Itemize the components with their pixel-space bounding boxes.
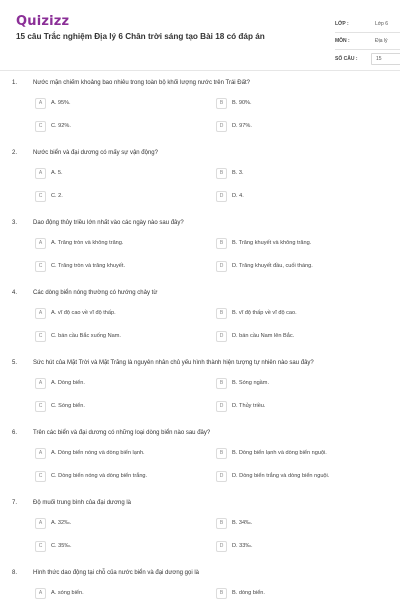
option-letter: C [35, 541, 46, 552]
question-number: 2. [12, 150, 18, 156]
question-number: 4. [12, 290, 18, 296]
option-text: D. Thủy triều. [232, 403, 266, 409]
option-text: A. 5. [51, 170, 63, 176]
question-number: 8. [12, 570, 18, 576]
quizizz-logo: Quizizz [16, 14, 70, 29]
question-text: Nước biển và đại dương có mấy sự vận động? [33, 150, 158, 156]
meta-value: Địa lý [375, 38, 388, 44]
option-text: A. 95%. [51, 100, 71, 106]
option-letter: D [216, 541, 227, 552]
option-letter: A [35, 238, 46, 249]
question-number: 6. [12, 430, 18, 436]
option-text: D. 33‰. [232, 543, 253, 549]
meta-label: MÔN : [335, 38, 350, 44]
option-a[interactable] [35, 168, 200, 180]
option-b[interactable] [216, 168, 381, 180]
option-a[interactable] [35, 98, 200, 110]
option-letter: C [35, 471, 46, 482]
option-text: C. 92%. [51, 123, 71, 129]
question-item [0, 78, 400, 148]
meta-value: Lớp 6 [375, 21, 389, 27]
option-letter: D [216, 191, 227, 202]
meta-row-class [335, 16, 400, 33]
question-number: 3. [12, 220, 18, 226]
option-text: A. Dòng biển nóng và dòng biển lạnh. [51, 450, 145, 456]
question-item [0, 218, 400, 288]
option-a[interactable] [35, 378, 200, 390]
option-c[interactable] [35, 541, 200, 553]
option-text: A. Trăng tròn và không trăng. [51, 240, 124, 246]
page-title: 15 câu Trắc nghiệm Địa lý 6 Chân trời sáng tạo Bài 18 có đáp án [16, 32, 265, 41]
option-text: B. 3. [232, 170, 244, 176]
question-number: 7. [12, 500, 18, 506]
option-text: B. dòng biển. [232, 590, 265, 596]
option-letter: D [216, 331, 227, 342]
option-text: B. Trăng khuyết và không trăng. [232, 240, 312, 246]
option-c[interactable] [35, 121, 200, 133]
option-c[interactable] [35, 331, 200, 343]
option-letter: C [35, 261, 46, 272]
option-letter: A [35, 518, 46, 529]
question-number: 1. [12, 80, 18, 86]
option-letter: D [216, 121, 227, 132]
question-item [0, 568, 400, 600]
option-a[interactable] [35, 238, 200, 250]
option-c[interactable] [35, 401, 200, 413]
meta-row-count [335, 50, 400, 67]
option-text: D. Dòng biển trắng và dòng biển nguội. [232, 473, 330, 479]
option-letter: B [216, 378, 227, 389]
question-text: Nước mặn chiếm khoảng bao nhiêu trong toàn bộ khối lượng nước trên Trái Đất? [33, 80, 250, 86]
option-text: B. 34‰. [232, 520, 253, 526]
header-divider [0, 70, 400, 71]
option-letter: B [216, 448, 227, 459]
option-text: A. sóng biển. [51, 590, 84, 596]
option-letter: D [216, 401, 227, 412]
option-letter: C [35, 191, 46, 202]
option-b[interactable] [216, 378, 381, 390]
option-letter: C [35, 121, 46, 132]
option-a[interactable] [35, 308, 200, 320]
meta-label: SỐ CÂU : [335, 55, 358, 62]
question-text: Dao động thủy triều lớn nhất vào các ngày nào sau đây? [33, 220, 184, 226]
option-text: D. Trăng khuyết đầu, cuối tháng. [232, 263, 313, 269]
option-letter: B [216, 98, 227, 109]
option-d[interactable] [216, 261, 381, 273]
option-text: B. 90%. [232, 100, 252, 106]
option-text: C. 35‰. [51, 543, 72, 549]
option-b[interactable] [216, 308, 381, 320]
option-text: C. Sóng biển. [51, 403, 85, 409]
question-item [0, 498, 400, 568]
option-letter: D [216, 471, 227, 482]
question-text: Các dòng biển nóng thường có hướng chảy từ [33, 290, 158, 296]
option-b[interactable] [216, 448, 381, 460]
option-letter: B [216, 518, 227, 529]
meta-row-subject [335, 33, 400, 50]
question-text: Trên các biển và đại dương có những loại dòng biển nào sau đây? [33, 430, 211, 436]
option-text: C. bán cầu Bắc xuống Nam. [51, 333, 121, 339]
option-d[interactable] [216, 191, 381, 203]
option-b[interactable] [216, 518, 381, 530]
question-text: Hình thức dao động tại chỗ của nước biển và đại dương gọi là [33, 570, 200, 576]
option-d[interactable] [216, 471, 381, 483]
option-d[interactable] [216, 121, 381, 133]
option-text: C. Dòng biển nóng và dòng biển trắng. [51, 473, 148, 479]
option-letter: A [35, 98, 46, 109]
question-text: Độ muối trung bình của đại dương là [33, 500, 132, 506]
option-text: B. Dòng biển lạnh và dòng biển nguội. [232, 450, 327, 456]
option-letter: C [35, 331, 46, 342]
question-text: Sức hút của Mặt Trời và Mặt Trăng là nguyên nhân chủ yếu hình thành hiện tượng tự nhiên nào sau đây? [33, 360, 314, 366]
option-letter: A [35, 168, 46, 179]
option-letter: B [216, 168, 227, 179]
option-text: B. vĩ độ thấp về vĩ độ cao. [232, 310, 297, 316]
option-d[interactable] [216, 541, 381, 553]
meta-value: 15 [371, 53, 400, 65]
option-b[interactable] [216, 98, 381, 110]
option-text: D. 4. [232, 193, 244, 199]
option-text: C. Trăng tròn và trăng khuyết. [51, 263, 125, 269]
option-d[interactable] [216, 401, 381, 413]
question-number: 5. [12, 360, 18, 366]
option-letter: A [35, 588, 46, 599]
option-c[interactable] [35, 261, 200, 273]
meta-table [335, 16, 400, 67]
question-item [0, 288, 400, 358]
question-item [0, 428, 400, 498]
option-a[interactable] [35, 448, 200, 460]
option-text: A. 32‰. [51, 520, 72, 526]
option-letter: D [216, 261, 227, 272]
option-c[interactable] [35, 471, 200, 483]
option-b[interactable] [216, 238, 381, 250]
question-item [0, 148, 400, 218]
option-d[interactable] [216, 331, 381, 343]
option-letter: A [35, 448, 46, 459]
option-text: A. Dòng biển. [51, 380, 85, 386]
option-text: C. 2. [51, 193, 63, 199]
option-letter: A [35, 378, 46, 389]
option-letter: B [216, 308, 227, 319]
option-letter: A [35, 308, 46, 319]
question-item [0, 358, 400, 428]
meta-label: LỚP : [335, 21, 349, 27]
option-text: D. bán cầu Nam lên Bắc. [232, 333, 295, 339]
option-a[interactable] [35, 518, 200, 530]
option-letter: C [35, 401, 46, 412]
option-text: D. 97%. [232, 123, 252, 129]
option-b[interactable] [216, 588, 381, 600]
option-letter: B [216, 238, 227, 249]
question-list [0, 78, 400, 600]
option-a[interactable] [35, 588, 200, 600]
header [16, 12, 389, 62]
option-c[interactable] [35, 191, 200, 203]
option-letter: B [216, 588, 227, 599]
option-text: B. Sóng ngầm. [232, 380, 270, 386]
option-text: A. vĩ độ cao về vĩ độ thấp. [51, 310, 116, 316]
